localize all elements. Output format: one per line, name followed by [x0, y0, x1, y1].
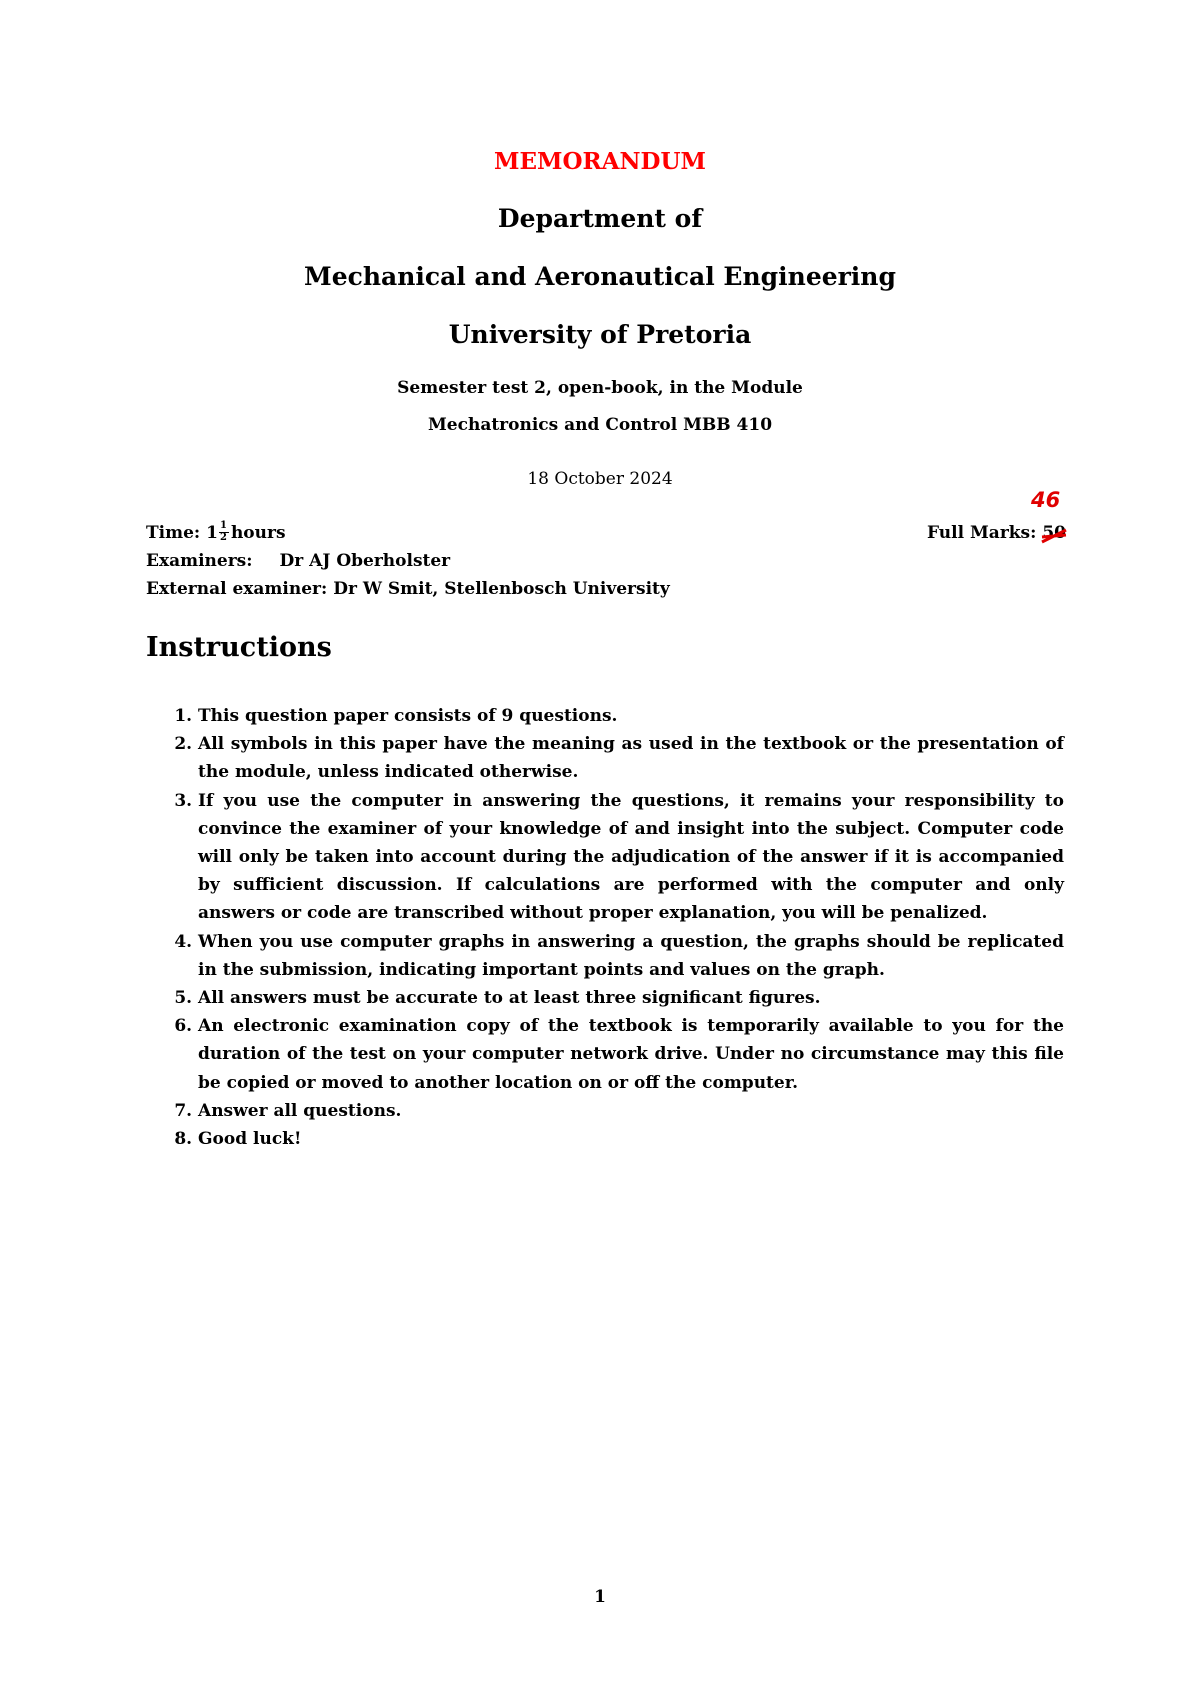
department-heading: Department of: [497, 204, 703, 233]
full-marks-original-value: 50: [1042, 523, 1066, 543]
full-marks-label: Full Marks:: [927, 523, 1037, 543]
test-date: 18 October 2024: [527, 469, 673, 489]
external-examiner-label: External examiner:: [146, 579, 328, 599]
instructions-list: [146, 702, 1064, 1153]
list-item: 4. When you use computer graphs in answering a question, the graphs should be replicated in the submission, indicating important points and values on the graph.: [198, 928, 1064, 984]
full-marks: [927, 523, 1066, 543]
university-heading: University of Pretoria: [448, 320, 752, 349]
page-number: 1: [594, 1587, 606, 1607]
list-item: 1. This question paper consists of 9 questions.: [198, 702, 1064, 730]
full-marks-original: [1042, 523, 1066, 543]
corrected-marks-annotation: 46: [1031, 488, 1061, 512]
test-description: Semester test 2, open-book, in the Module: [397, 378, 803, 398]
time-fraction: [219, 520, 231, 543]
time-line: [146, 520, 286, 543]
examiners-line: [146, 551, 450, 571]
list-item: 7. Answer all questions.: [198, 1097, 1064, 1125]
fraction-denominator: 2: [219, 532, 227, 543]
module-name: Mechatronics and Control MBB 410: [427, 415, 773, 435]
time-unit: hours: [230, 523, 286, 543]
examiners-label: Examiners:: [146, 551, 253, 571]
examiners-name: Dr AJ Oberholster: [279, 551, 451, 571]
time-label: Time: 1: [146, 523, 218, 543]
memorandum-heading: MEMORANDUM: [494, 148, 706, 175]
list-item: 3. If you use the computer in answering the questions, it remains your responsibility to convince the examiner of your knowledge of and insight into the subject. Computer code will only be taken into account during the adjudication of the answer if it is accompanied by sufficient discussion. If calculations are performed with the computer and only answers or code are transcribed without proper explanation, you will be penalized.: [198, 787, 1064, 928]
fraction-numerator: 1: [219, 520, 227, 531]
external-examiner-line: [146, 579, 670, 599]
faculty-heading: Mechanical and Aeronautical Engineering: [304, 262, 896, 291]
strikethrough-mark-icon: [1040, 526, 1068, 546]
list-item: 2. All symbols in this paper have the meaning as used in the textbook or the presentation of the module, unless indicated otherwise.: [198, 730, 1064, 786]
list-item: 5. All answers must be accurate to at least three significant figures.: [198, 984, 1064, 1012]
external-examiner-name: Dr W Smit, Stellenbosch University: [333, 579, 670, 599]
list-item: 6. An electronic examination copy of the textbook is temporarily available to you for the duration of the test on your computer network drive. Under no circumstance may this file be copied or moved to another location on or off the computer.: [198, 1012, 1064, 1097]
list-item: 8. Good luck!: [198, 1125, 1064, 1153]
instructions-heading: Instructions: [146, 632, 332, 663]
